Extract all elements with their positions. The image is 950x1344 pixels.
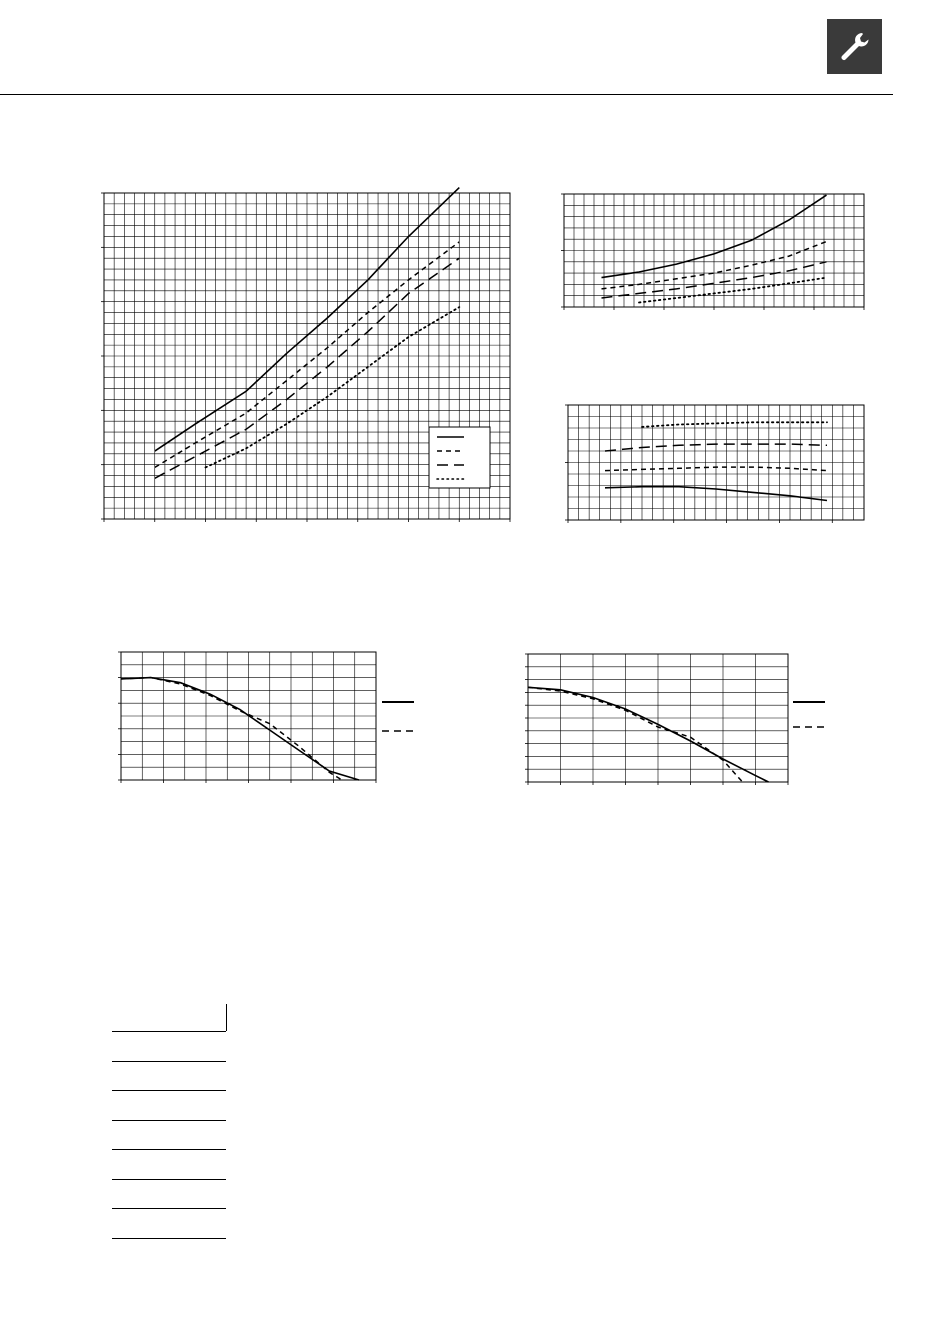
table-divider <box>226 1004 227 1031</box>
series-line-dashed <box>528 687 743 782</box>
series-line-dotted <box>639 278 827 303</box>
series-line-dotted <box>206 307 460 467</box>
series-line-dotted <box>642 422 827 427</box>
wrench-icon <box>838 30 872 64</box>
upper-right-chart <box>564 194 864 307</box>
tool-badge <box>827 19 882 74</box>
right-pump-curve-chart <box>528 654 788 782</box>
left-chart-legend <box>382 695 416 740</box>
main-efficiency-chart <box>104 193 510 519</box>
table-row-line <box>112 1208 226 1209</box>
left-pump-curve-chart <box>121 652 376 780</box>
series-line-solid <box>528 687 769 782</box>
table-row-line <box>112 1090 226 1091</box>
table-row-line <box>112 1120 226 1121</box>
table-row-line <box>112 1031 226 1032</box>
table-row-line <box>112 1179 226 1180</box>
table-row-line <box>112 1149 226 1150</box>
table-row-line <box>112 1238 226 1239</box>
table-row-line <box>112 1061 226 1062</box>
lower-right-chart <box>568 405 864 520</box>
header-rule <box>0 94 893 95</box>
right-chart-legend <box>793 695 827 735</box>
main-chart-legend <box>429 427 490 488</box>
